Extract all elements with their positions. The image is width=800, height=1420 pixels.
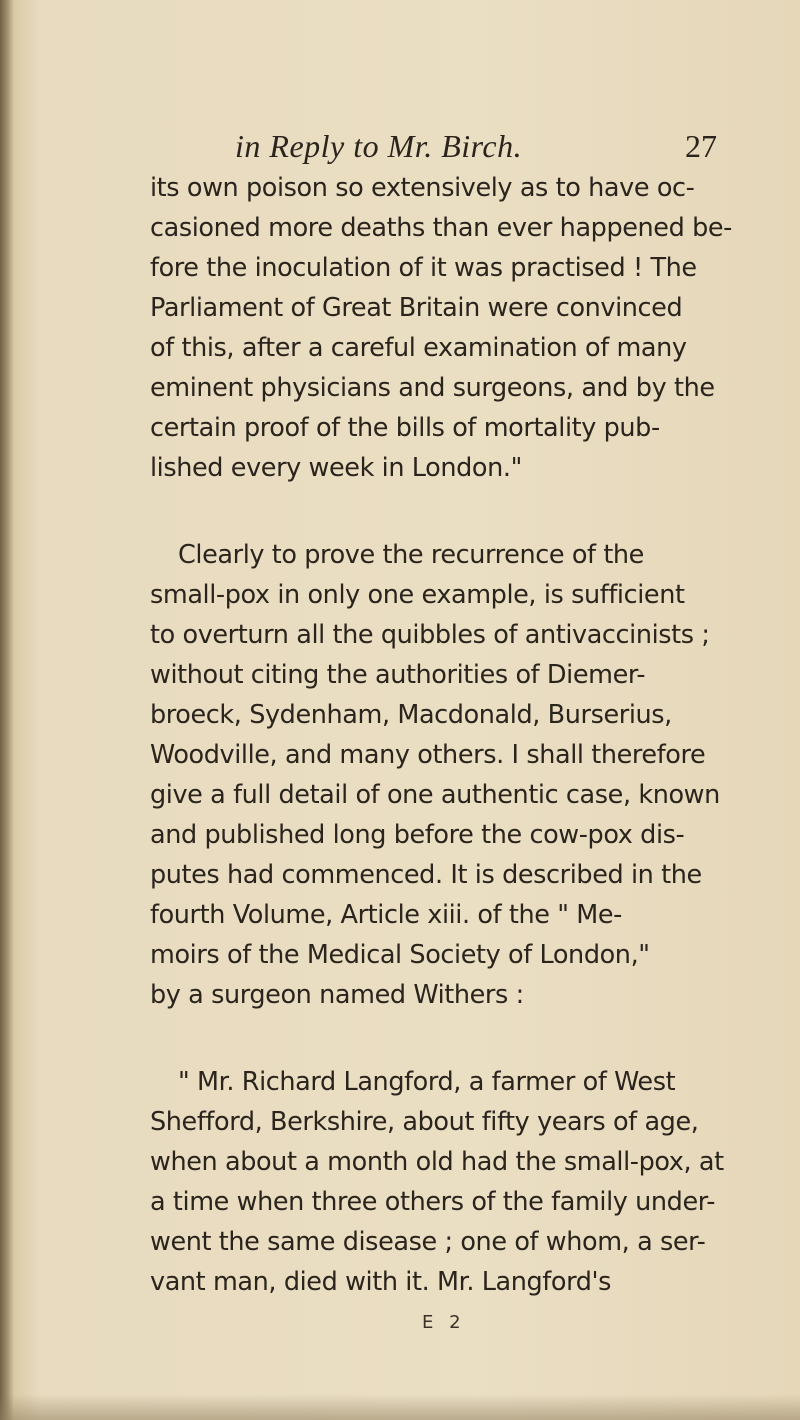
text-line: Clearly to prove the recurrence of the bbox=[178, 540, 644, 570]
text-line: its own poison so extensively as to have oc- bbox=[150, 173, 695, 203]
signature-mark: E 2 bbox=[422, 1312, 466, 1333]
text-line: casioned more deaths than ever happened be- bbox=[150, 213, 732, 243]
text-line: and published long before the cow-pox dis- bbox=[150, 820, 685, 850]
running-header bbox=[235, 126, 735, 166]
text-line: by a surgeon named Withers : bbox=[150, 980, 524, 1010]
text-line: of this, after a careful examination of many bbox=[150, 333, 687, 363]
text-line: broeck, Sydenham, Macdonald, Burserius, bbox=[150, 700, 672, 730]
text-line: Shefford, Berkshire, about fifty years of age, bbox=[150, 1107, 699, 1137]
text-line: putes had commenced. It is described in the bbox=[150, 860, 702, 890]
text-line: moirs of the Medical Society of London," bbox=[150, 940, 650, 970]
paragraph-break bbox=[150, 1015, 740, 1062]
page-number: 27 bbox=[685, 128, 717, 164]
text-line: Woodville, and many others. I shall therefore bbox=[150, 740, 706, 770]
text-line: when about a month old had the small-pox, at bbox=[150, 1147, 724, 1177]
body-text bbox=[150, 168, 740, 1302]
text-line: vant man, died with it. Mr. Langford's bbox=[150, 1267, 612, 1297]
running-title: in Reply to Mr. Birch. bbox=[235, 128, 523, 164]
text-line: to overturn all the quibbles of antivaccinists ; bbox=[150, 620, 710, 650]
text-line: fore the inoculation of it was practised ! The bbox=[150, 253, 697, 283]
text-line: a time when three others of the family under- bbox=[150, 1187, 716, 1217]
text-line: lished every week in London." bbox=[150, 453, 522, 483]
text-line: went the same disease ; one of whom, a ser- bbox=[150, 1227, 706, 1257]
text-line: without citing the authorities of Diemer- bbox=[150, 660, 646, 690]
paragraph-break bbox=[150, 488, 740, 535]
spine-shadow bbox=[0, 0, 14, 1420]
text-line: eminent physicians and surgeons, and by the bbox=[150, 373, 715, 403]
text-line: give a full detail of one authentic case, known bbox=[150, 780, 720, 810]
text-line: certain proof of the bills of mortality pub- bbox=[150, 413, 660, 443]
text-line: Parliament of Great Britain were convinced bbox=[150, 293, 683, 323]
text-line: fourth Volume, Article xiii. of the " Me- bbox=[150, 900, 622, 930]
text-line: small-pox in only one example, is sufficient bbox=[150, 580, 685, 610]
bottom-shadow bbox=[0, 1394, 800, 1420]
text-line: " Mr. Richard Langford, a farmer of West bbox=[178, 1067, 676, 1097]
